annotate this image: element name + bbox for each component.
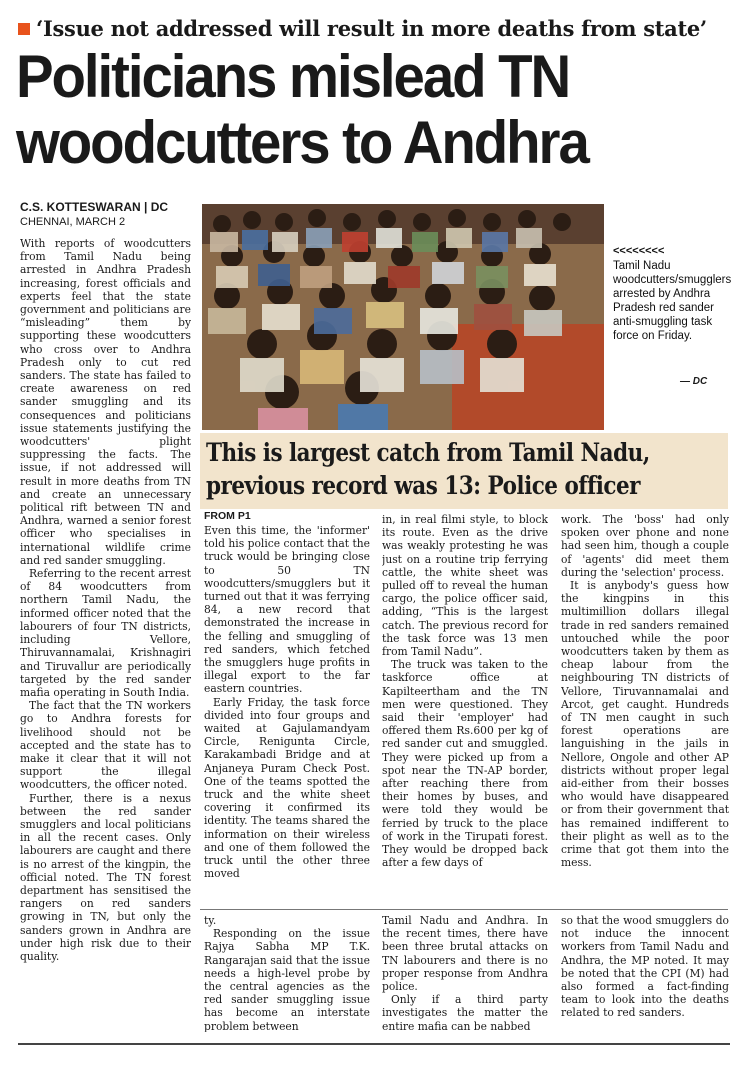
column-2: [204, 524, 370, 910]
kicker-text: ‘Issue not addressed will result in more deaths from state’: [36, 16, 707, 41]
caption-arrows: <<<<<<<<: [613, 245, 665, 257]
column-3-lower: [382, 914, 548, 1032]
paragraph: The truck was taken to the taskforce office at Kapilteertham and the TN men were questioned. They said their 'employer' had offered them Rs.600 per kg of red sander cut and smuggled. They were picked up from a spot near the TN-AP border, after reaching there from their homes by buses, and were told they would be ferried by truck to the place of work in the Tirupati forest. They would be dropped back after a few days of: [382, 658, 548, 870]
continued-from-label: FROM P1: [204, 510, 251, 522]
column-1: [20, 237, 191, 1032]
paragraph: Only if a third party investigates the matter the entire mafia can be nabbed: [382, 993, 548, 1032]
bottom-rule: [18, 1043, 730, 1045]
paragraph: Responding on the issue Rajya Sabha MP T.K. Rangarajan said that the issue needs a high-level probe by the central agencies as the red sander smuggling issue has become an interstate problem between: [204, 927, 370, 1032]
paragraph: Further, there is a nexus between the red sander smugglers and local politicians in all the recent cases. Only labourers are caught and there is no arrest of the kingpin, the official noted. The TN forest department has sensitised the rangers on red sanders growing in TN, but only the sanders grown in Andhra are under high risk due to their quality.: [20, 791, 191, 963]
paragraph: It is anybody's guess how the kingpins in this multimillion dollars illegal trade in red sanders remained untouched while the poor woodcutters taken by them as cheap labour from the neighbouring TN districts of Vellore, Tiruvannamalai and Arcot, get caught. Hundreds of TN men caught in such forest operations are languishing in the jails in Nellore, Ongole and other AP districts without proper legal aid-either from their bosses who would have disappeared or from their government that has remained indifferent to their plight as well as to the crime that got them into the mess.: [561, 579, 729, 870]
paragraph: work. The 'boss' had only spoken over phone and none had seen him, though a couple of 'agents' did meet them during the 'selection' process.: [561, 513, 729, 579]
kicker: [18, 16, 738, 41]
section-divider: [200, 909, 728, 910]
column-3: [382, 513, 548, 910]
paragraph: Early Friday, the task force divided into four groups and waited at Gajulamandyam Circle, Renigunta Circle, Karakambadi Bridge and at Anjaneya Puram Check Post. One of the teams spotted the truck and the white sheet covering it confirmed its identity. The teams shared the information on their wireless and one of them followed the truck until the other three moved: [204, 695, 370, 881]
kicker-square-icon: [18, 23, 30, 35]
caption-text: Tamil Nadu woodcutters/smugglers arrested by Andhra Pradesh red sander anti-smuggling task force on Friday.: [613, 260, 732, 342]
column-4: [561, 513, 729, 910]
paragraph: so that the wood smugglers do not induce the innocent workers from Tamil Nadu and Andhra, the MP noted. It may be noted that the CPI (M) had also formed a fact-finding team to look into the deaths related to red sanders.: [561, 914, 729, 1020]
subhead: [206, 436, 658, 502]
byline: C.S. KOTTESWARAN | DC: [20, 200, 169, 214]
column-4-lower: [561, 914, 729, 1032]
paragraph: The fact that the TN workers go to Andhra forests for livelihood should not be accepted and the state has to make it clear that it will not support the illegal woodcutters, the officer noted.: [20, 699, 191, 792]
paragraph: ty.: [204, 914, 217, 927]
subhead-line-1: This is largest catch from Tamil Nadu,: [206, 438, 650, 467]
dateline: CHENNAI, MARCH 2: [20, 216, 126, 228]
paragraph: With reports of woodcutters from Tamil Nadu being arrested in Andhra Pradesh increasing, forest officials and experts feel that the state government and politicians are “misleading” them by supporting these woodcutters who cross over to Andhra Pradesh only to cut red sanders. The state has failed to create awareness on red sander smuggling and its consequences and politicians issue statements justifying the woodcutters' plight suppressing the facts. The issue, if not addressed will result in more deaths from TN and create an unnecessary political rift between TN and Andhra, warned a senior forest officer who specialises in international wildlife crime and red sander smuggling.: [20, 237, 191, 567]
headline: Politicians mislead TN woodcutters to Andhra: [16, 43, 588, 176]
subhead-line-2: previous record was 13: Police officer: [206, 471, 640, 500]
paragraph: Referring to the recent arrest of 84 woodcutters from northern Tamil Nadu, the informed officer noted that the labourers of four TN districts, including Vellore, Thiruvannamalai, Krishnagiri and Tiruvallur are periodically targeted by the red sander mafia operating in South India.: [20, 567, 191, 699]
paragraph: in, in real filmi style, to block its route. Even as the drive was weakly protesting he was just on a routine trip ferrying cattle, the white sheet was pulled off to reveal the human cargo, the police officer said, adding, “This is the largest catch. The previous record for the task force was 13 men from Tamil Nadu”.: [382, 513, 548, 659]
photo-caption: [613, 244, 731, 343]
photo-credit: — DC: [680, 376, 708, 387]
paragraph: Even this time, the 'informer' told his police contact that the truck would be bringing close to 50 TN woodcutters/smugglers but it turned out that it was ferrying 84, a new record that demonstrated the increase in the felling and smuggling of red sanders, which fetched the smugglers huge profits in illegal export to the far eastern countries.: [204, 524, 370, 696]
paragraph: Tamil Nadu and Andhra. In the recent times, there have been three brutal attacks on TN labourers and there is no proper response from Andhra police.: [382, 914, 548, 994]
column-2-lower: [204, 914, 370, 1032]
news-photo: [202, 204, 604, 430]
photo-illustration: [202, 204, 604, 430]
